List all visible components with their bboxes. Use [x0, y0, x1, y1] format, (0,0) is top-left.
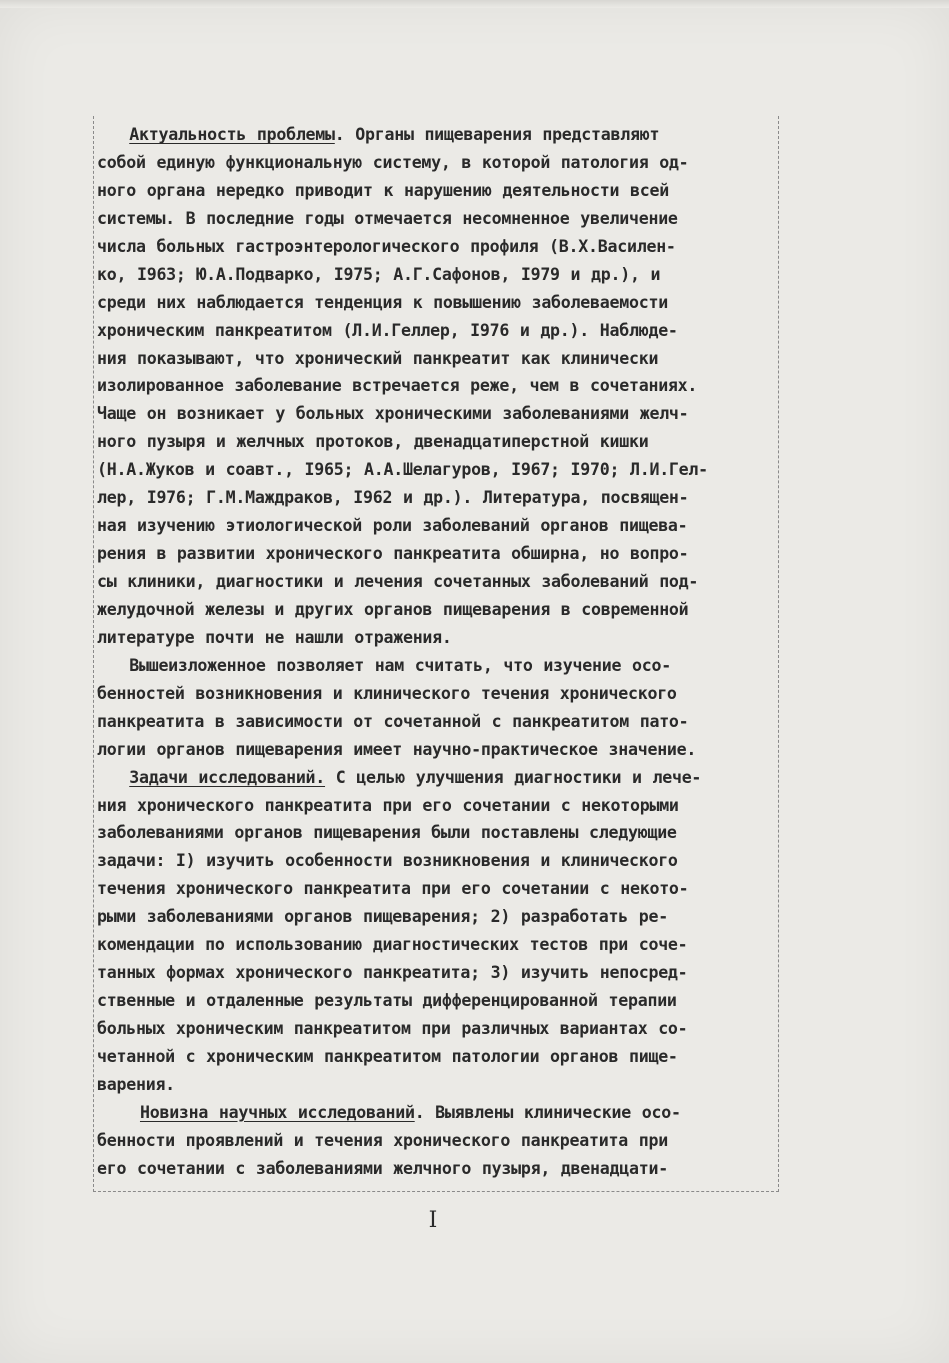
line-text: бенности проявлений и течения хронического панкреатита при — [97, 1130, 668, 1150]
indent — [97, 125, 129, 144]
line-text: течения хронического панкреатита при его сочетании с некото- — [97, 879, 689, 899]
line-text: . Органы пищеварения представляют — [334, 125, 660, 144]
text-line — [97, 819, 797, 847]
line-text: сы клиники, диагностики и лечения сочетанных заболеваний под- — [97, 572, 699, 591]
page-top-edge — [0, 0, 949, 8]
line-text: панкреатита в зависимости от сочетанной с панкреатитом пато- — [97, 711, 689, 731]
line-text: изолированное заболевание встречается реже, чем в сочетаниях. — [97, 376, 698, 396]
text-line — [97, 540, 797, 568]
text-line — [97, 652, 797, 680]
line-text: ная изучению этиологической роли заболеваний органов пищева- — [97, 516, 688, 536]
text-line — [97, 1155, 797, 1183]
text-line — [97, 289, 797, 317]
text-line — [97, 205, 797, 233]
line-text: . Выявлены клинические осо- — [414, 1102, 681, 1122]
text-line — [97, 568, 797, 596]
line-text: варения. — [97, 1074, 175, 1094]
line-text: желудочной железы и других органов пищеварения в современной — [97, 599, 689, 619]
line-text: ния показывают, что хронический панкреатит как клинически — [97, 348, 659, 368]
section-heading: Задачи исследований. — [129, 767, 326, 787]
section-heading: Новизна научных исследований — [139, 1102, 415, 1122]
line-text: ния хронического панкреатита при его сочетании с некоторыми — [97, 795, 679, 815]
text-line — [97, 456, 797, 484]
text-line — [97, 428, 797, 456]
text-line — [97, 1015, 797, 1043]
body-text — [97, 121, 797, 1183]
text-line — [97, 233, 797, 261]
line-text: комендации по использованию диагностических тестов при соче- — [97, 935, 688, 955]
text-line — [97, 121, 797, 149]
line-text: рыми заболеваниями органов пищеварения; 2) разработать ре- — [97, 907, 668, 927]
text-line — [97, 903, 797, 931]
line-text: Чаще он возникает у больных хроническими заболеваниями желч- — [97, 404, 689, 424]
text-line — [97, 875, 797, 903]
text-line — [97, 177, 797, 205]
text-line — [97, 596, 797, 624]
line-text: танных формах хронического панкреатита; 3) изучить непосред- — [97, 963, 688, 983]
line-text: ного органа нередко приводит к нарушению деятельности всей — [97, 180, 669, 200]
page-number: I — [428, 1208, 438, 1233]
line-text: С целью улучшения диагностики и лече- — [325, 767, 702, 787]
line-text: системы. В последние годы отмечается несомненное увеличение — [97, 208, 678, 228]
text-line — [97, 149, 797, 177]
text-line — [97, 931, 797, 959]
text-line — [97, 680, 797, 708]
text-line — [97, 792, 797, 820]
text-line — [97, 512, 797, 540]
line-text: больных хроническим панкреатитом при различных вариантах со- — [97, 1019, 688, 1038]
indent — [97, 768, 129, 787]
line-text: хроническим панкреатитом (Л.И.Геллер, I976 и др.). Наблюде- — [97, 320, 678, 340]
indent — [97, 1103, 140, 1122]
text-line — [97, 1127, 797, 1155]
text-line — [97, 317, 797, 345]
line-text: логии органов пищеварения имеет научно-практическое значение. — [97, 739, 697, 759]
text-line — [97, 624, 797, 652]
text-line — [97, 1071, 797, 1099]
line-text: заболеваниями органов пищеварения были поставлены следующие — [97, 823, 677, 843]
line-text: бенностей возникновения и клинического течения хронического — [97, 683, 677, 703]
line-text: ственные и отдаленные результаты дифференцированной терапии — [97, 991, 677, 1011]
line-text: ко, I963; Ю.А.Подварко, I975; А.Г.Сафонов, I979 и др.), и — [97, 264, 661, 284]
line-text: задачи: I) изучить особенности возникновения и клинического — [97, 851, 678, 871]
text-line — [97, 764, 797, 792]
line-text: (Н.А.Жуков и соавт., I965; А.А.Шелагуров, I967; I970; Л.И.Гел- — [97, 460, 708, 480]
text-line — [97, 400, 797, 428]
line-text: его сочетании с заболеваниями желчного пузыря, двенадцати- — [97, 1158, 668, 1178]
line-text: рения в развитии хронического панкреатита обширна, но вопро- — [97, 544, 689, 564]
line-text: четанной с хроническим панкреатитом патологии органов пище- — [97, 1046, 678, 1066]
line-text: собой единую функциональную систему, в которой патология од- — [97, 152, 689, 172]
line-text: среди них наблюдается тенденция к повышению заболеваемости — [97, 292, 668, 312]
line-text: литературе почти не нашли отражения. — [97, 627, 452, 647]
text-line — [97, 736, 797, 764]
line-text: числа больных гастроэнтерологического профиля (В.Х.Василен- — [97, 236, 676, 256]
text-line — [97, 959, 797, 987]
text-line — [97, 1099, 797, 1127]
text-line — [97, 345, 797, 373]
text-line — [97, 847, 797, 875]
text-line — [97, 987, 797, 1015]
text-line — [97, 708, 797, 736]
text-line — [97, 1043, 797, 1071]
text-line — [97, 484, 797, 512]
text-line — [97, 372, 797, 400]
line-text: лер, I976; Г.М.Маждраков, I962 и др.). Литература, посвящен- — [97, 488, 689, 508]
section-heading: Актуальность проблемы — [129, 125, 335, 144]
line-text: Вышеизложенное позволяет нам считать, что изучение осо- — [97, 655, 671, 675]
line-text: ного пузыря и желчных протоков, двенадцатиперстной кишки — [97, 432, 649, 452]
text-line — [97, 261, 797, 289]
